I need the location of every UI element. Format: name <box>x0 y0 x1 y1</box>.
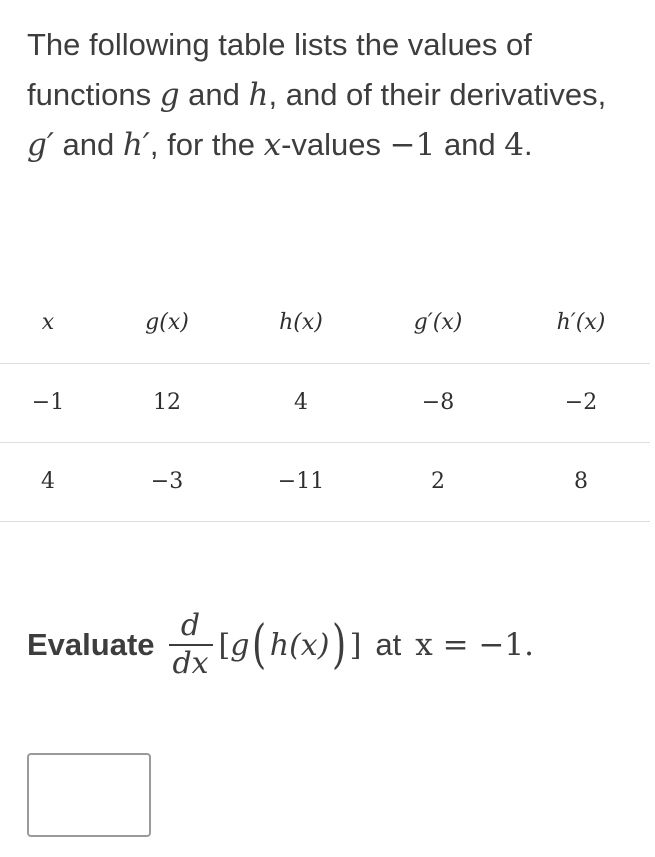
table-cell: 8 <box>574 469 588 494</box>
composite-expression <box>218 615 362 675</box>
math-x: x <box>263 127 282 163</box>
derivative-denominator: dx <box>172 646 209 681</box>
problem-intro <box>27 20 627 170</box>
table-cell: 4 <box>294 390 308 415</box>
derivative-numerator: d <box>180 608 201 643</box>
header-g-prime: g′(x) <box>413 310 463 336</box>
left-paren: ( <box>252 615 267 675</box>
intro-text: and <box>53 127 123 162</box>
math-g: g <box>159 77 180 113</box>
table-cell: 12 <box>153 390 181 415</box>
values-table <box>0 283 650 522</box>
table-cell: −1 <box>31 390 65 415</box>
question-word: Evaluate <box>27 627 155 662</box>
right-paren: ) <box>332 615 347 675</box>
math-h: h <box>248 77 269 113</box>
math-h-prime: h′ <box>122 127 150 163</box>
left-bracket: [ <box>218 627 231 663</box>
intro-text: and <box>179 77 249 112</box>
derivative-operator <box>169 608 213 682</box>
intro-text: -values <box>281 127 390 162</box>
header-x: x <box>41 310 55 336</box>
table-cell: −3 <box>150 469 184 494</box>
header-h: h(x) <box>279 310 323 336</box>
intro-text: . <box>524 127 533 162</box>
function-g: g <box>230 627 250 663</box>
math-value: −1 <box>389 127 436 163</box>
math-value: 4 <box>504 127 525 163</box>
answer-input[interactable] <box>27 753 151 837</box>
table-header-row <box>0 283 650 363</box>
intro-text: The following table lists the values of functions <box>27 27 532 112</box>
question-condition: x = −1. <box>415 627 534 663</box>
table-row <box>0 442 650 521</box>
table-cell: −8 <box>421 390 455 415</box>
question-prompt <box>27 590 534 700</box>
table-cell: 4 <box>41 469 55 494</box>
intro-text: , and of their derivatives, <box>268 77 607 112</box>
header-h-prime: h′(x) <box>556 310 606 336</box>
table-cell: 2 <box>431 469 445 494</box>
intro-text: , for the <box>149 127 264 162</box>
inner-function: h(x) <box>269 627 330 663</box>
math-g-prime: g′ <box>27 127 54 163</box>
right-bracket: ] <box>349 627 362 663</box>
table-cell: −11 <box>277 469 325 494</box>
question-at: at <box>375 627 402 662</box>
table-row <box>0 363 650 442</box>
header-g: g(x) <box>145 310 189 336</box>
table-cell: −2 <box>564 390 598 415</box>
intro-text: and <box>435 127 505 162</box>
